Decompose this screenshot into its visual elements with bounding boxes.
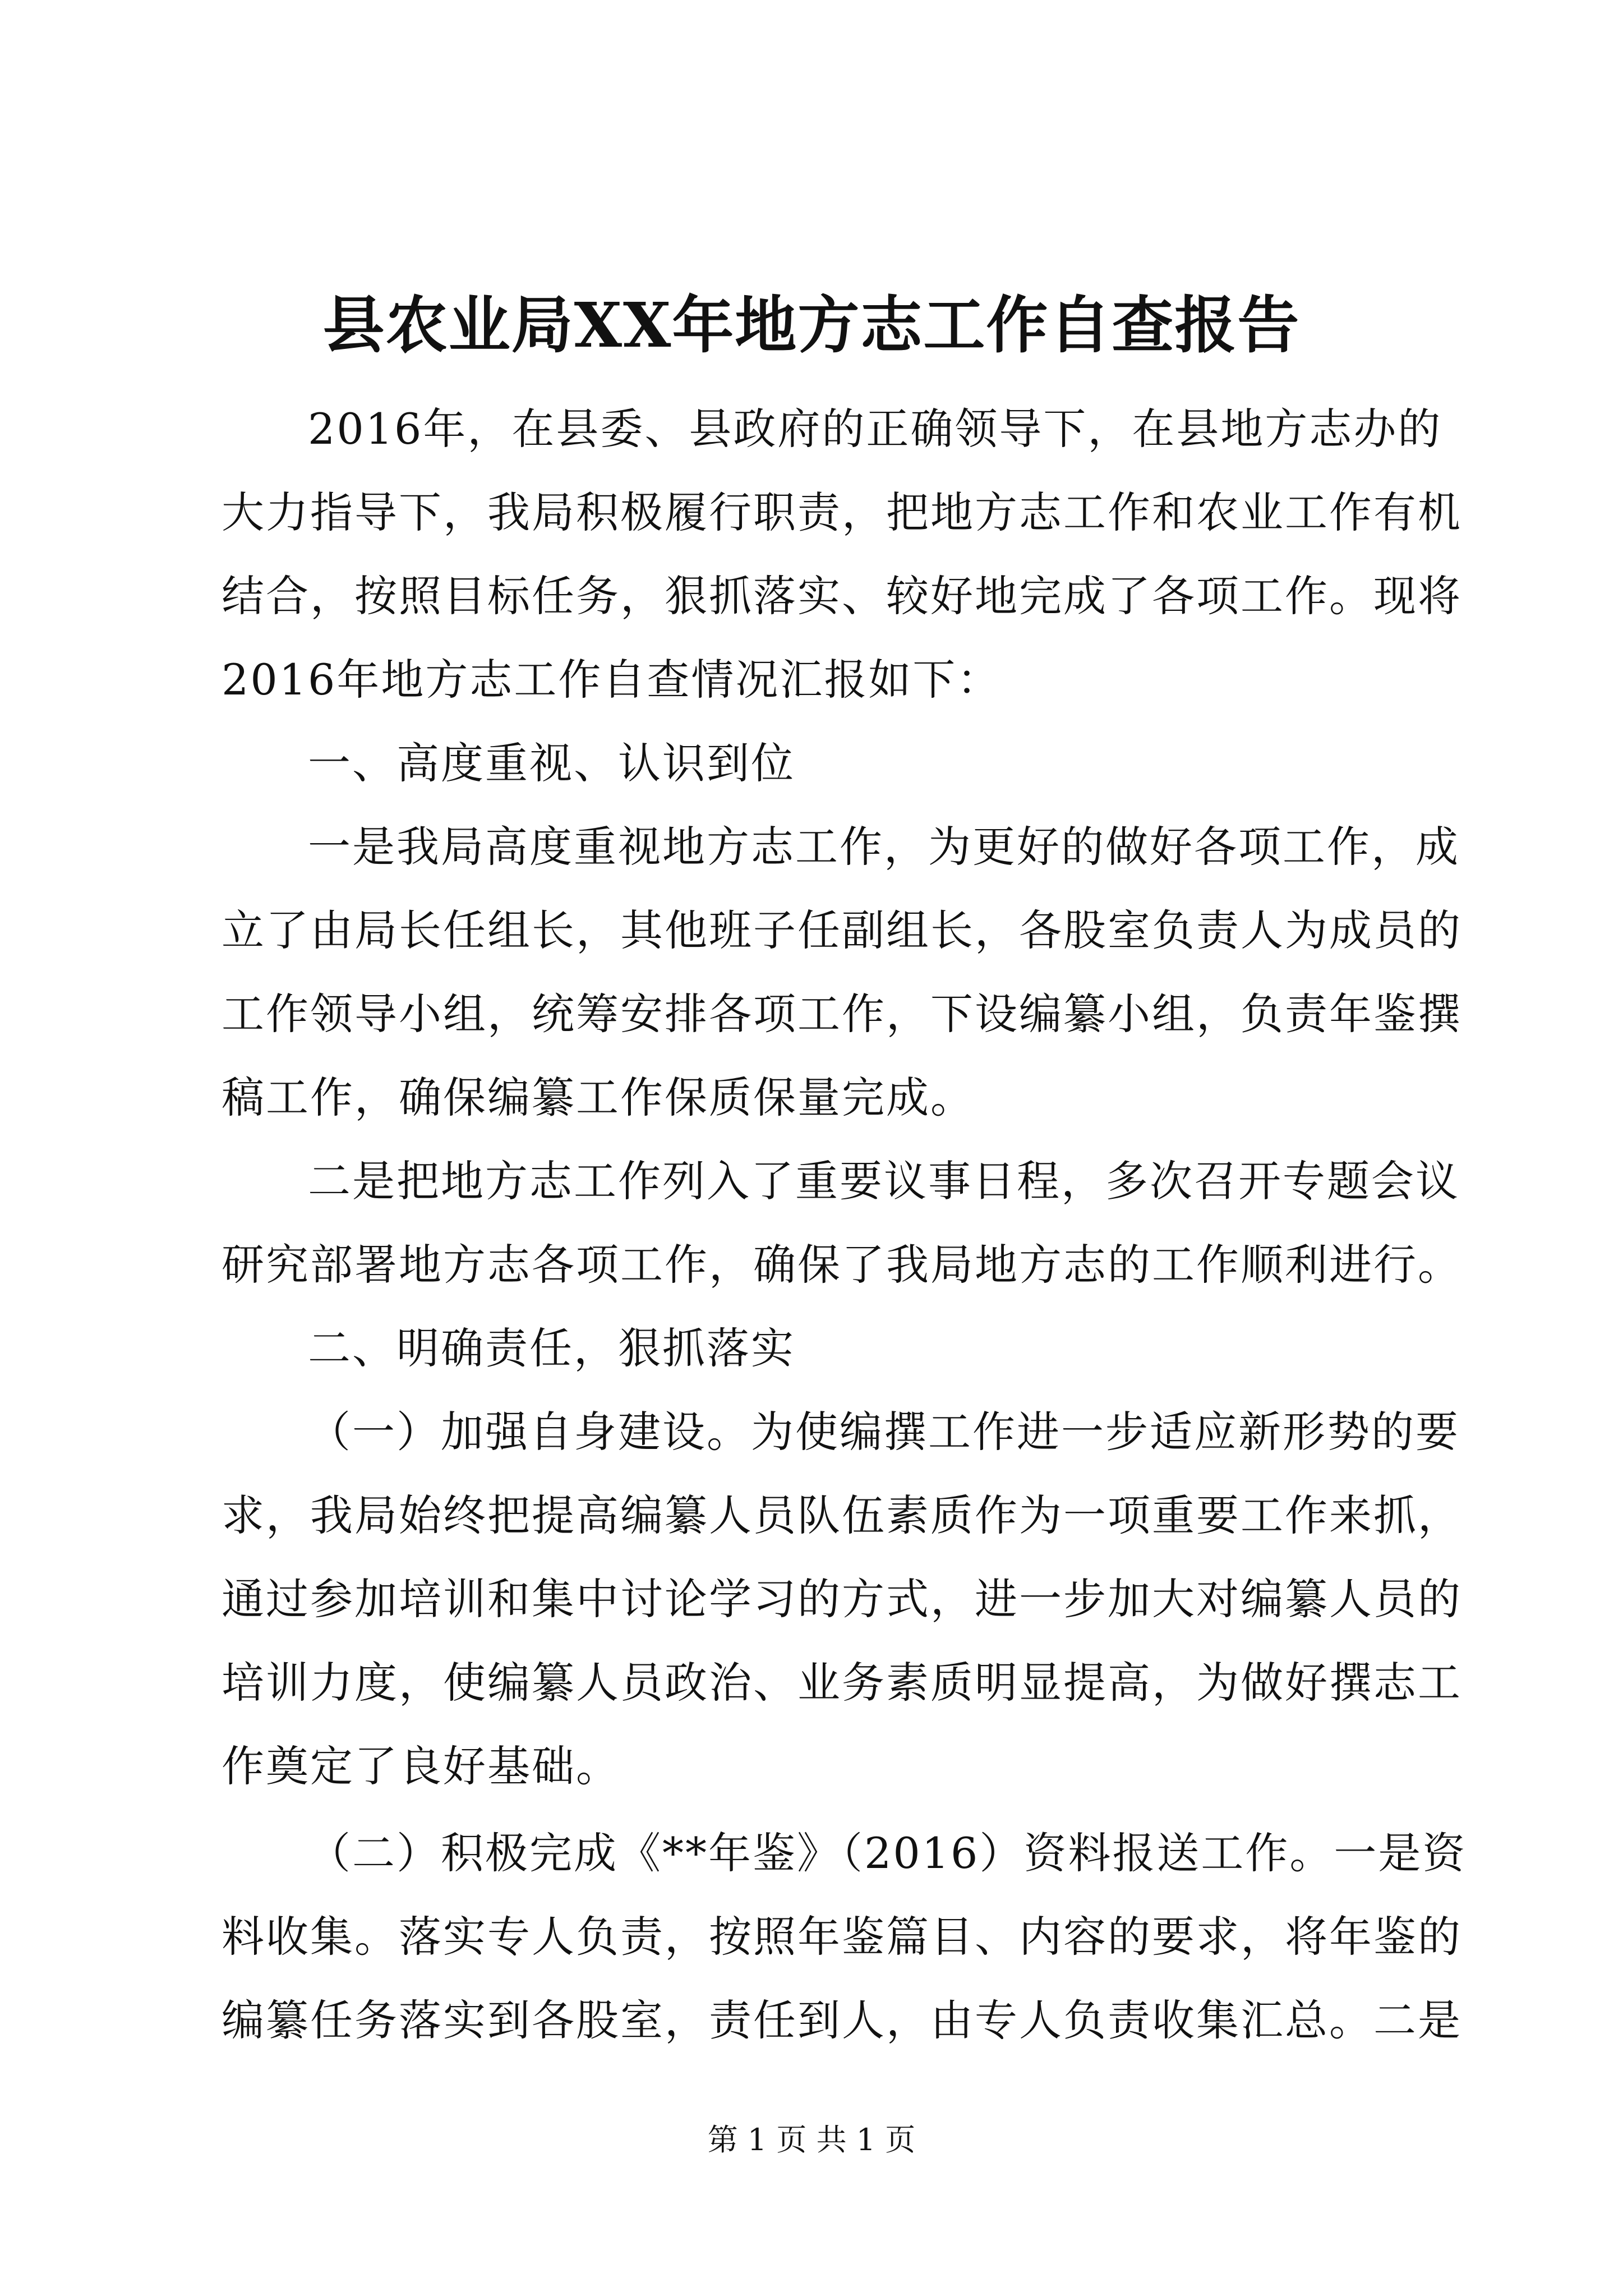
paragraph-line: 作奠定了良好基础。 (222, 1741, 620, 1791)
paragraph-line: 大力指导下，我局积极履行职责，把地方志工作和农业工作有机 (222, 487, 1462, 537)
page-number: 第 1 页 共 1 页 (707, 2122, 916, 2157)
paragraph-line: 研究部署地方志各项工作，确保了我局地方志的工作顺利进行。 (222, 1240, 1462, 1290)
paragraph-line: （二）积极完成《**年鉴》（2016）资料报送工作。一是资 (308, 1828, 1467, 1878)
document-title: 县农业局XX年地方志工作自查报告 (322, 289, 1301, 361)
paragraph-line: 通过参加培训和集中讨论学习的方式，进一步加大对编纂人员的 (222, 1574, 1462, 1624)
paragraph-line: 培训力度，使编纂人员政治、业务素质明显提高，为做好撰志工 (222, 1658, 1462, 1708)
section-heading: 二、明确责任，狠抓落实 (308, 1323, 795, 1373)
document-body (222, 387, 1467, 2062)
paragraph-line: 求，我局始终把提高编纂人员队伍素质作为一项重要工作来抓， (222, 1490, 1462, 1540)
paragraph-line: 2016年，在县委、县政府的正确领导下，在县地方志办的 (308, 404, 1442, 454)
paragraph-line: （一）加强自身建设。为使编撰工作进一步适应新形势的要 (308, 1407, 1460, 1457)
paragraph-line: 立了由局长任组长，其他班子任副组长，各股室负责人为成员的 (222, 905, 1462, 955)
paragraph-line: 编纂任务落实到各股室，责任到人，由专人负责收集汇总。二是 (222, 1995, 1462, 2045)
paragraph-line: 二是把地方志工作列入了重要议事日程，多次召开专题会议 (308, 1156, 1460, 1206)
paragraph-line: 一是我局高度重视地方志工作，为更好的做好各项工作，成 (308, 822, 1460, 872)
section-heading: 一、高度重视、认识到位 (308, 738, 795, 788)
paragraph-line: 2016年地方志工作自查情况汇报如下： (222, 655, 1002, 705)
paragraph-line: 工作领导小组，统筹安排各项工作，下设编纂小组，负责年鉴撰 (222, 989, 1462, 1039)
paragraph-line: 料收集。落实专人负责，按照年鉴篇目、内容的要求，将年鉴的 (222, 1912, 1462, 1962)
paragraph-line: 结合，按照目标任务，狠抓落实、较好地完成了各项工作。现将 (222, 571, 1462, 621)
paragraph-line: 稿工作，确保编纂工作保质保量完成。 (222, 1073, 975, 1122)
